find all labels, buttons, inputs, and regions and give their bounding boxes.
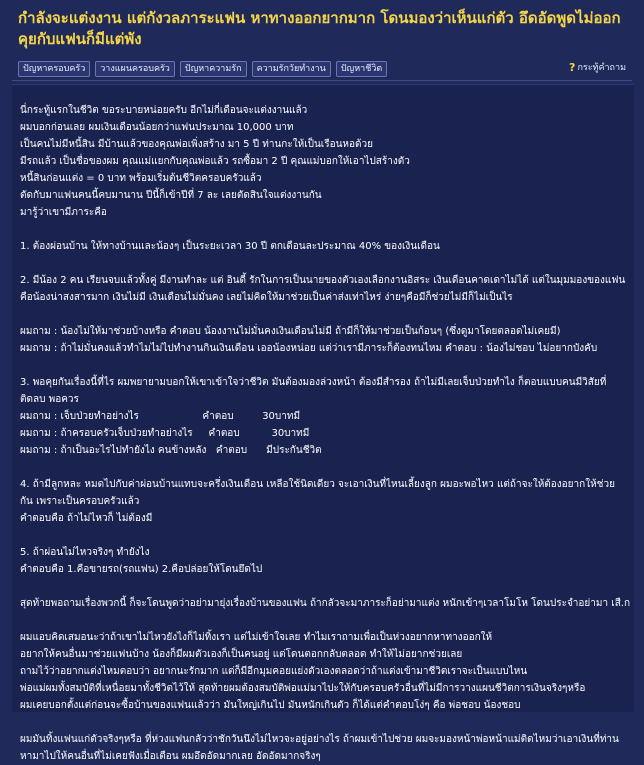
reflection-line: ผมเคยบอกตั้งแต่ก่อนจะซื้อบ้านของแฟนแล้วว่า มันใหญ่เกินไป มันหนักเกินตัว ก็ได้แต่คำตอบโง่ๆ คือ พ่อชอบ น้องชอบ: [20, 700, 521, 711]
qa-line: ผมถาม : ถ้าครอบครัวเจ็บป่วยทำอย่างไร คำตอบ 30บาทมี: [20, 428, 310, 439]
point-4: [20, 476, 626, 527]
tag-working-age-love[interactable]: ความรักวัยทำงาน: [252, 61, 331, 77]
reflection-paragraph: [20, 629, 626, 714]
tag-list: [18, 61, 387, 77]
point-2: [20, 272, 626, 306]
point-1-text: 1. ต้องผ่อนบ้าน ให้ทางบ้านและน้องๆ เป็นระยะเวลา 30 ปี ตกเดือนละประมาณ 40% ของเงินเดือน: [20, 241, 440, 252]
tag-life-problems[interactable]: ปัญหาชีวิต: [336, 61, 387, 77]
qa-line: ผมถาม : ถ้าไม่มั่นคงแล้วทำไมไม่ไปทำงานกินเงินเดือน เออน้องหน่อย แต่ว่าเรามีภาระก็ต้องทนไหม คำตอบ : น้องไม่ชอบ ไม่อยากบังคับ: [20, 343, 598, 354]
reflection-line: อยากให้คนอื่นมาช่วยแฟนบ้าง น้องก็มีผมตัวเองก็เป็นคนอยู่ แต่โดนตอกกลับตลอด ทำให้ไม่อยากช่วยเลย: [20, 649, 463, 660]
point-3-text: 3. พอคุยกันเรื่องนี้ที่ไร ผมพยายามบอกให้เขาเข้าใจว่าชีวิต มันต้องมองล่วงหน้า ต้องมีสำรอง ถ้าไม่มีเลยเจ็บป่วยทำไง ก็ตอบแบบคนมีวิสัยที่ติดลบ พอควร: [20, 377, 607, 405]
intro-line: เป็นคนไม่มีหนี้สิน มีบ้านแล้วของคุณพ่อเพิ่งสร้าง มา 5 ปี ท่านกะให้เป็นเรือนหอด้วย: [20, 139, 373, 150]
reflection-line: ถามไว้ว่าอยากแต่งไหมตอบว่า อยากนะรักมาก แต่ก็มีอีกมุมคอยแย่งตัวเองตลอดว่าถ้าแต่งเข้ามาชีวิตเราจะเป็นแบบไหน: [20, 666, 528, 677]
point-5-answer: คำตอบคือ 1.คือขายรถ(รถแฟน) 2.คือปล่อยให้โดนยึดไป: [20, 564, 263, 575]
intro-line: มารู้ว่าเขามีภาระคือ: [20, 207, 107, 218]
point-1: [20, 238, 626, 255]
point-3: [20, 374, 626, 459]
conclusion-text: สุดท้ายพอถามเรื่องพวกนี้ ก็จะโดนพูดว่าอย่ามายุ่งเรื่องบ้านของแฟน ถ้ากลัวจะมาภาระก็อย่ามาแต่ง หนักเข้าๆเวลาโมโห โดนประจำอย่ามา เสื.ก: [20, 598, 631, 609]
intro-line: มีรถแล้ว เป็นชื่อของผม คุณแม่แยกกับคุณพ่อแล้ว รถซื้อมา 2 ปี คุณแม่บอกให้เอาไปสร้างตัว: [20, 156, 410, 167]
tag-family-planning[interactable]: วางแผนครอบครัว: [95, 61, 175, 77]
tag-love-problems[interactable]: ปัญหาความรัก: [180, 61, 247, 77]
intro-line: นี่กระทู้แรกในชีวิต ขอระบายหน่อยครับ อีกไม่กี่เดือนจะแต่งงานแล้ว: [20, 105, 308, 116]
qa-line: ผมถาม : น้องไม่ให้มาช่วยบ้างหรือ คำตอบ น้องงานไม่มั่นคงเงินเดือนไม่มี ถ้ามีก็ให้มาช่วยเป็นก้อนๆ (ซึ่งดูมาโดยตลอดไม่เคยมี): [20, 326, 561, 337]
intro-paragraph: [20, 102, 626, 221]
title-divider: [12, 80, 632, 81]
question-icon: ?: [569, 61, 576, 74]
question-topic-badge[interactable]: [569, 61, 626, 75]
qa-line: ผมถาม : เจ็บป่วยทำอย่างไร คำตอบ 30บาทมี: [20, 411, 301, 422]
question-topic-label: กระทู้คำถาม: [577, 63, 626, 73]
tag-family-problems[interactable]: ปัญหาครอบครัว: [18, 61, 90, 77]
reflection-line: ผมแอบคิดเสมอนะว่าถ้าเขาไม่ไหวยังไงก็ไม่ทิ้งเรา แต่ไม่เข้าใจเลย ทำไมเราถามเพื่อเป็นห่วงอยากหาทางออกให้: [20, 632, 493, 643]
intro-line: ผมบอกก่อนเลย ผมเงินเดือนน้อยกว่าแฟนประมาณ 10,000 บาท: [20, 122, 294, 133]
point-5: [20, 544, 626, 578]
point-2-qa: [20, 323, 626, 357]
closing-text: ผมมันทิ้งแฟนแก่ตัวจริงๆหรือ ที่ห่วงแฟนกลัวว่าชักวันนึงไม่ไหวจะอยู่อย่างไร ถ้าผมเข้าไปช่วย ผมจะมองหน้าพ่อหน้าแม่ติดไหมว่าเอาเงินที่ท่านหามาไปให้คนอื่นที่ไม่เคยฟังเมื่อเตือน ผมอึดอัดมากเลย อัดอัดมากจริงๆ: [20, 734, 619, 762]
intro-line: หนี้สินก่อนแต่ง = 0 บาท พร้อมเริ่มต้นชีวิตครอบครัวแล้ว: [20, 173, 262, 184]
closing-paragraph: [20, 731, 626, 765]
point-2-text: 2. มีน้อง 2 คน เรียนจบแล้วทั้งคู่ มีงานทำละ แต่ อินดี้ รักในการเป็นนายของตัวเองเลือกงานอิสระ เงินเดือนคาดเดาไม่ได้ แต่ในมุมมองของแฟนคือน้องน่าสงสารมาก เงินไม่มี เงินเดือนไม่มั่นคง เลยไม่คิดให้มาช่วยเป็นค่าส่งเท่าไหร่ ง่ายๆคือมีก็ช่วยไม่มีก็ไม่เป็นไร: [20, 275, 626, 303]
topic-title: กำลังจะแต่งงาน แต่กังวลภาระแฟน หาทางออกยากมาก โดนมองว่าเห็นแก่ตัว อึดอัดพูดไม่ออก คุยกับแฟนก็มีแต่พัง: [18, 9, 621, 48]
point-4-text: 4. ถ้ามีลูกหละ หมดไปกับค่าผ่อนบ้านแทบจะครึ่งเงินเดือน เหลือใช้นิดเดียว จะเอาเงินที่ไหนเลี้ยงลูก ผมอะพอไหว แต่ถ้าจะให้ต้องอยากให้ช่วยกัน เพราะเป็นครอบครัวแล้ว: [20, 479, 615, 507]
conclusion-paragraph: [20, 595, 631, 612]
post-body: [12, 84, 634, 762]
intro-line: ตัดกับมาแฟนคนนี้คบมานาน ปีนี้ก็เข้าปีที่ 7 ละ เลยตัดสินใจแต่งงานกัน: [20, 190, 322, 201]
reflection-line: พ่อแม่ผมทั้งสมบัติที่เหนื่อยมาทั้งชีวิตไว้ให้ สุดท้ายผมต้องสมบัติพ่อแม่มาไปะให้กับครอบครัวอื่นที่ไม่มีการวางแผนชีวิตการเงินจริงๆหรือ: [20, 683, 586, 694]
point-5-text: 5. ถ้าผ่อนไม่ไหวจริงๆ ทำยังไง: [20, 547, 150, 558]
qa-line: ผมถาม : ถ้าเป็นอะไรไปทำยังไง คนข้างหลัง คำตอบ มีประกันชีวิต: [20, 445, 322, 456]
point-4-answer: คำตอบคือ ถ้าไม่ไหวก็ ไม่ต้องมี: [20, 513, 153, 524]
